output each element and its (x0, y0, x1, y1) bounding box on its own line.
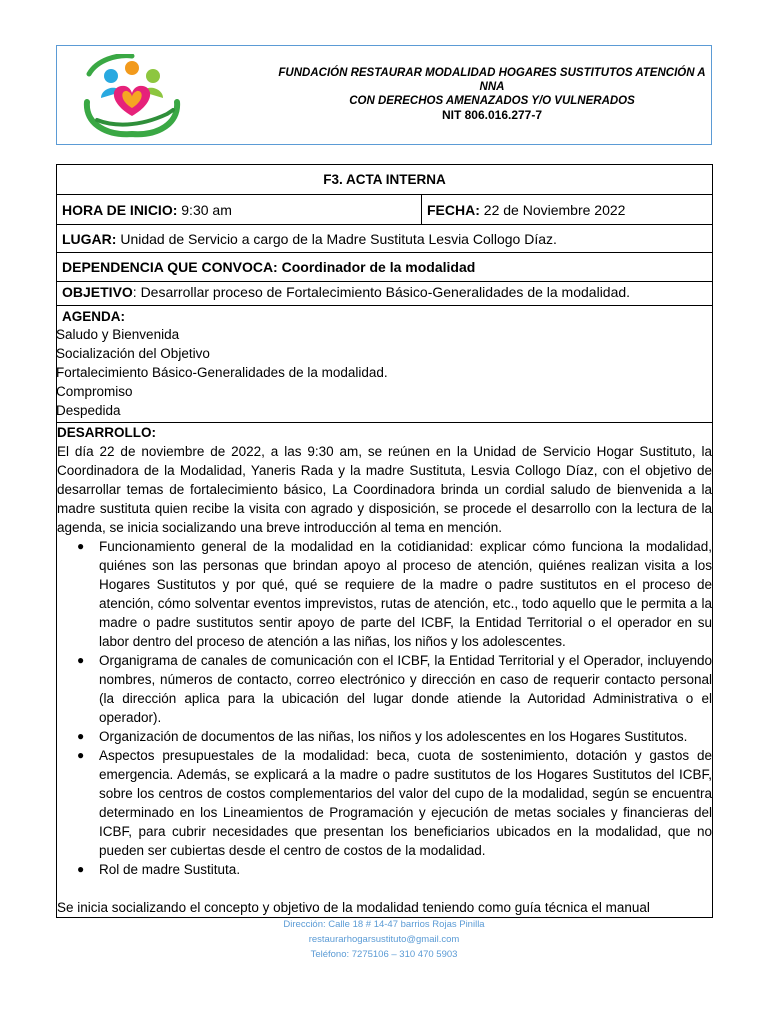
footer-email: restaurarhogarsustituto@gmail.com (308, 934, 460, 945)
foundation-name-line2: CON DERECHOS AMENAZADOS Y/O VULNERADOS (349, 95, 635, 107)
lugar-value: Unidad de Servicio a cargo de la Madre Sustituta Lesvia Collogo Díaz. (116, 231, 557, 247)
footer (0, 917, 768, 962)
spacer (57, 879, 712, 898)
bullet-text: Aspectos presupuestales de la modalidad: beca, cuota de sostenimiento, dotación y gastos de emergencia. Además, se explicará a la madre o padre sustitutos de los Hogares Sustitutos del ICBF, sobre los centros de costos complementarios del valor del cupo de la modalidad, según se encuentra determinado en los Lineamientos de Programación y ejecución de metas sociales y financieras del ICBF, para cubrir necesidades que presentan los beneficiarios ubicados en la modalidad, que no pueden ser cubiertas desde el centro de costos de la modalidad. (99, 748, 712, 858)
bullet-dot-icon: ● (77, 729, 85, 743)
hora-fecha-row (57, 195, 712, 225)
agenda-label: AGENDA: (62, 309, 125, 324)
nit-number: NIT 806.016.277-7 (441, 108, 543, 122)
desarrollo-label: DESARROLLO: (57, 425, 156, 440)
bullet-dot-icon: ● (77, 539, 85, 553)
foundation-name-line1: FUNDACIÓN RESTAURAR MODALIDAD HOGARES SUSTITUTOS ATENCIÓN A NNA (278, 67, 706, 93)
bullet-item (77, 651, 712, 727)
agenda-item: Despedida (56, 403, 121, 418)
bullet-dot-icon: ● (77, 653, 85, 667)
bullet-text: Funcionamiento general de la modalidad en la cotidianidad: explicar cómo funciona la modalidad, quiénes son las personas que brindan apoyo al proceso de atención, quiénes realizan visita a los Hogares Sustitutos y por qué, qué se requiere de la madre o padre sustitutos en el proceso de atención, cómo solventar eventos imprevistos, rutas de atención, etc., todo aquello que le permita a la madre o padre sustitutos sentir apoyo de parte del ICBF, la Entidad Territorial o el operador en su labor dentro del proceso de atención a las niñas, los niños y los adolescentes. (99, 539, 712, 649)
agenda-item: Socialización del Objetivo (56, 346, 210, 361)
lugar-label: LUGAR: (62, 231, 117, 247)
fecha-value: 22 de Noviembre 2022 (479, 202, 626, 218)
hora-cell (57, 195, 422, 224)
bullet-text: Rol de madre Sustituta. (99, 862, 241, 877)
closing-paragraph: Se inicia socializando el concepto y objetivo de la modalidad teniendo como guía técnica el manual (57, 900, 650, 915)
objetivo-value: : Desarrollar proceso de Fortalecimiento Básico-Generalidades de la modalidad. (132, 284, 631, 300)
hora-label: HORA DE INICIO: (62, 202, 178, 218)
dependencia-row (57, 253, 712, 282)
fecha-cell (422, 195, 712, 224)
agenda-item: Compromiso (56, 384, 133, 399)
bullet-dot-icon: ● (77, 748, 85, 762)
desarrollo-section (57, 423, 712, 917)
desarrollo-intro: El día 22 de noviembre de 2022, a las 9:30 am, se reúnen en la Unidad de Servicio Hogar Sustituto, la Coordinadora de la Modalidad, Yaneris Rada y la madre Sustituta, Lesvia Collogo Díaz, con el objetivo de desarrollar temas de fortalecimiento básico, La Coordinadora brinda un cordial saludo de bienvenida a la madre sustituta quien recibe la visita con agrado y disposición, se procede el desarrollo con la lectura de la agenda, se inicia socializando una breve introducción al tema en mención. (57, 444, 712, 535)
desarrollo-bullet-list (57, 537, 712, 879)
bullet-text: Organización de documentos de las niñas, los niños y los adolescentes en los Hogares Sustitutos. (99, 729, 688, 744)
agenda-item: Saludo y Bienvenida (56, 327, 180, 342)
bullet-item (77, 860, 712, 879)
letterhead-title (277, 66, 707, 122)
bullet-item (77, 746, 712, 860)
hora-value: 9:30 am (177, 202, 232, 218)
fecha-label: FECHA: (427, 202, 480, 218)
acta-table (56, 164, 713, 918)
dependencia-text: DEPENDENCIA QUE CONVOCA: Coordinador de la modalidad (62, 259, 476, 275)
bullet-item (77, 727, 712, 746)
bullet-item (77, 537, 712, 651)
bullet-text: Organigrama de canales de comunicación con el ICBF, la Entidad Territorial y el Operador, incluyendo nombres, números de contacto, correo electrónico y dirección en caso de requerir contacto personal (la dirección aplica para la ubicación del lugar donde atiende la Autoridad Administrativa o el operador). (99, 653, 712, 725)
objetivo-row (57, 282, 712, 306)
agenda-section (57, 306, 712, 423)
agenda-item: Fortalecimiento Básico-Generalidades de la modalidad. (56, 365, 388, 380)
footer-phone: Teléfono: 7275106 – 310 470 5903 (310, 949, 458, 960)
objetivo-label: OBJETIVO (62, 284, 133, 300)
letterhead (56, 45, 712, 145)
bullet-dot-icon: ● (77, 862, 85, 876)
acta-title: F3. ACTA INTERNA (57, 165, 712, 195)
lugar-row (57, 225, 712, 253)
footer-address: Dirección: Calle 18 # 14-47 barrios Rojas Pinilla (283, 919, 485, 930)
family-heart-hand-logo-icon (77, 54, 187, 138)
